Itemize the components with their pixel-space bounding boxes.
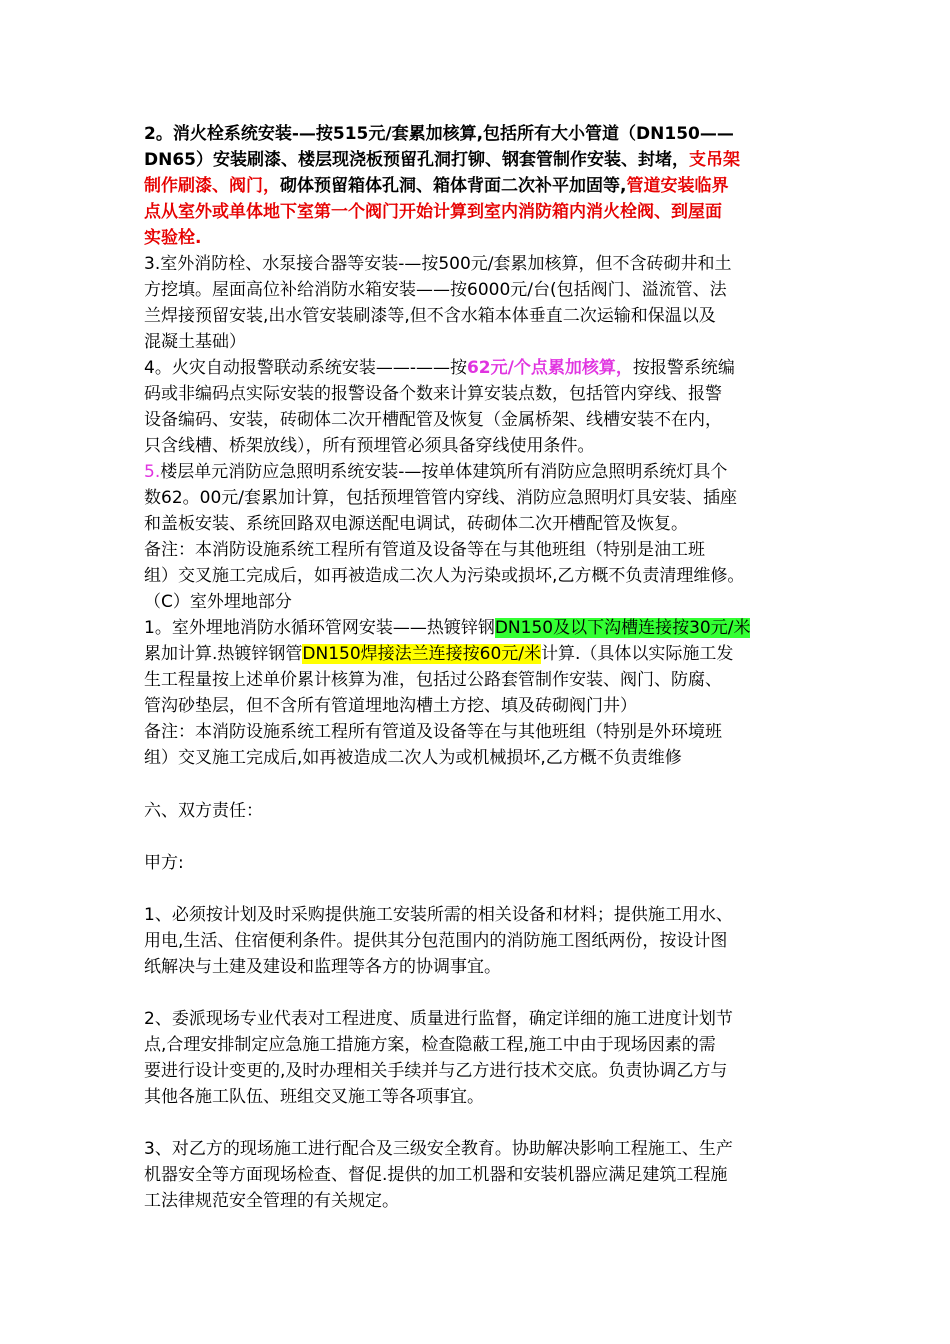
note-b-line1: 备注：本消防设施系统工程所有管道及设备等在与其他班组（特别是油工班: [144, 540, 705, 560]
item4-line3: 设备编码、安装，砖砌体二次开槽配管及恢复（金属桥架、线槽安装不在内，: [144, 410, 722, 430]
item3-line2: 方挖填。屋面高位补给消防水箱安装——按6000元/台(包括阀门、溢流管、法: [144, 280, 727, 300]
p2-line1: 2、委派现场专业代表对工程进度、质量进行监督，确定详细的施工进度计划节: [144, 1009, 733, 1029]
note-c-line1: 备注：本消防设施系统工程所有管道及设备等在与其他班组（特别是外环境班: [144, 722, 722, 742]
green-highlight-text: DN150及以下沟槽连接按30元/米: [494, 618, 751, 638]
note-c-line2: 组）交叉施工完成后,如再被造成二次人为或机械损坏,乙方概不负责维修: [144, 748, 682, 768]
item2-line2: [144, 147, 824, 173]
item4-line4: 只含线槽、桥架放线），所有预埋管必须具备穿线使用条件。: [144, 436, 595, 456]
p2-line3: 要进行设计变更的,及时办理相关手续并与乙方进行技术交底。负责协调乙方与: [144, 1061, 728, 1081]
note-b-line2: 组）交叉施工完成后，如再被造成二次人为污染或损坏,乙方概不负责清理维修。: [144, 566, 745, 586]
item2-text: 砌体预留箱体孔洞、箱体背面二次补平加固等,: [280, 176, 627, 196]
item1-text: 计算.（具体以实际施工发: [541, 644, 734, 664]
item5-text: 楼层单元消防应急照明系统安装-—按单体建筑所有消防应急照明系统灯具个: [160, 462, 728, 482]
item3-line3: 兰焊接预留安装,出水管安装刷漆等,但不含水箱本体垂直二次运输和保温以及: [144, 306, 716, 326]
section-c-item1-line3: 生工程量按上述单价累计核算为准，包括过公路套管制作安装、阀门、防腐、: [144, 670, 722, 690]
item2-line4: [144, 199, 824, 225]
red-text: 点从室外或单体地下室第一个阀门开始计算到室内消防箱内消火栓阀、到屋面: [144, 202, 722, 222]
item5-line2: 数62。00元/套累加计算，包括预埋管管内穿线、消防应急照明灯具安装、插座: [144, 488, 737, 508]
p3-line2: 机器安全等方面现场检查、督促.提供的加工机器和安装机器应满足建筑工程施: [144, 1165, 728, 1185]
red-text: 实验栓.: [144, 228, 202, 248]
item4-line1: [144, 355, 824, 381]
magenta-text: 62元/个点累加核算，: [466, 358, 633, 378]
red-text: 管道安装临界: [626, 176, 729, 196]
magenta-text: 5.: [144, 462, 161, 482]
item2-text: DN65）安装刷漆、楼层现浇板预留孔洞打铆、钢套管制作安装、封堵，: [144, 150, 689, 170]
section-c-item1-line1: [144, 615, 824, 641]
p1-line1: 1、必须按计划及时采购提供施工安装所需的相关设备和材料；提供施工用水、: [144, 905, 733, 925]
item2-line5: [144, 225, 824, 251]
item3-line4: 混凝土基础）: [144, 332, 246, 352]
p2-line4: 其他各施工队伍、班组交叉施工等各项事宜。: [144, 1087, 484, 1107]
p1-line3: 纸解决与土建及建设和监理等各方的协调事宜。: [144, 957, 501, 977]
item4-text: 4。火灾自动报警联动系统安装——-——按: [144, 358, 467, 378]
section-c-heading: （C）室外埋地部分: [144, 592, 292, 612]
red-text: 制作刷漆、阀门，: [144, 176, 280, 196]
section-c-item1-line2: [144, 641, 824, 667]
party-a-label: 甲方:: [144, 853, 184, 873]
item4-text: 按报警系统编: [632, 358, 735, 378]
red-text: 支吊架: [689, 150, 740, 170]
p3-line3: 工法律规范安全管理的有关规定。: [144, 1191, 399, 1211]
item5-line1: [144, 459, 824, 485]
item1-text: 累加计算.热镀锌钢管: [144, 644, 303, 664]
item1-text: 1。室外埋地消防水循环管网安装——热镀锌钢: [144, 618, 495, 638]
item3-line1: 3.室外消防栓、水泵接合器等安装-—按500元/套累加核算，但不含砖砌井和土: [144, 254, 732, 274]
item2-line1: [144, 121, 824, 147]
item2-line3: [144, 173, 824, 199]
item5-line3: 和盖板安装、系统回路双电源送配电调试，砖砌体二次开槽配管及恢复。: [144, 514, 688, 534]
yellow-highlight-text: DN150焊接法兰连接按60元/米: [302, 644, 542, 664]
p3-line1: 3、对乙方的现场施工进行配合及三级安全教育。协助解决影响工程施工、生产: [144, 1139, 733, 1159]
p2-line2: 点,合理安排制定应急施工措施方案，检查隐蔽工程,施工中由于现场因素的需: [144, 1035, 716, 1055]
section6-heading: 六、双方责任：: [144, 801, 263, 821]
section-c-item1-line4: 管沟砂垫层，但不含所有管道埋地沟槽土方挖、填及砖砌阀门井）: [144, 696, 637, 716]
item4-line2: 码或非编码点实际安装的报警设备个数来计算安装点数，包括管内穿线、报警: [144, 384, 722, 404]
item2-text: 2。消火栓系统安装-—按515元/套累加核算,包括所有大小管道（DN150——: [144, 124, 734, 144]
p1-line2: 用电,生活、住宿便利条件。提供其分包范围内的消防施工图纸两份，按设计图: [144, 931, 728, 951]
